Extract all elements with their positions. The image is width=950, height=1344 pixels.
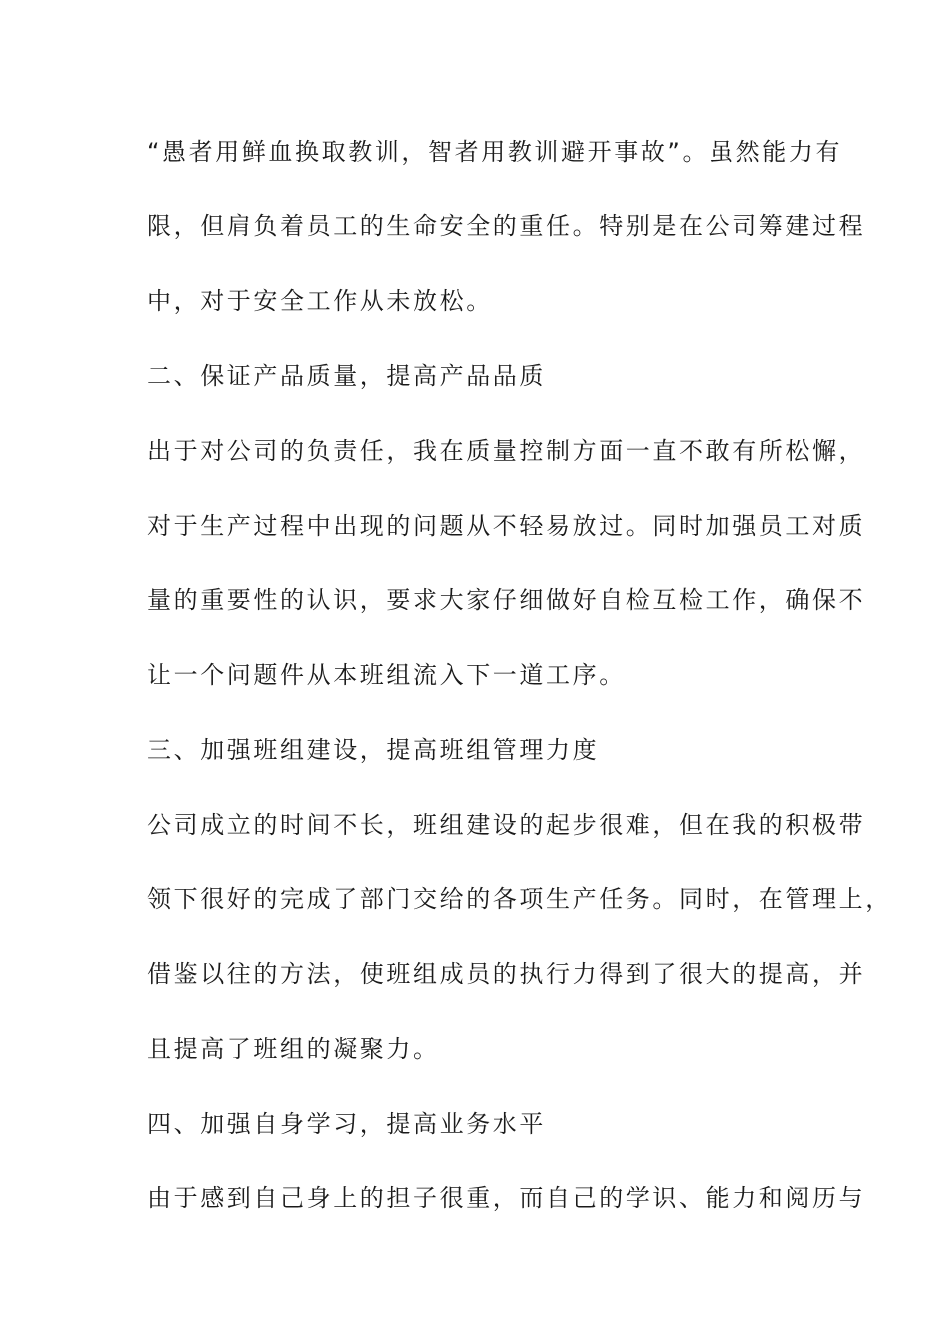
paragraph-line: 对于生产过程中出现的问题从不轻易放过。同时加强员工对质 [147,512,866,540]
section-heading: 三、加强班组建设，提高班组管理力度 [147,736,600,764]
paragraph-line: 出于对公司的负责任，我在质量控制方面一直不敢有所松懈， [147,437,866,465]
section-heading: 四、加强自身学习，提高业务水平 [147,1110,546,1138]
paragraph-line: 中，对于安全工作从未放松。 [147,287,493,315]
paragraph-line: 由于感到自己身上的担子很重，而自己的学识、能力和阅历与 [147,1184,866,1212]
paragraph-line: 且提高了班组的凝聚力。 [147,1035,440,1063]
paragraph-line: 限，但肩负着员工的生命安全的重任。特别是在公司筹建过程 [147,212,866,240]
paragraph-line: “愚者用鲜血换取教训，智者用教训避开事故”。虽然能力有 [147,138,843,166]
paragraph-line: 量的重要性的认识，要求大家仔细做好自检互检工作，确保不 [147,586,866,614]
paragraph-line: 公司成立的时间不长，班组建设的起步很难，但在我的积极带 [147,811,866,839]
section-heading: 二、保证产品质量，提高产品品质 [147,362,546,390]
paragraph-line: 借鉴以往的方法，使班组成员的执行力得到了很大的提高，并 [147,960,866,988]
paragraph-line: 领下很好的完成了部门交给的各项生产任务。同时，在管理上， [147,885,892,913]
paragraph-line: 让一个问题件从本班组流入下一道工序。 [147,661,626,689]
